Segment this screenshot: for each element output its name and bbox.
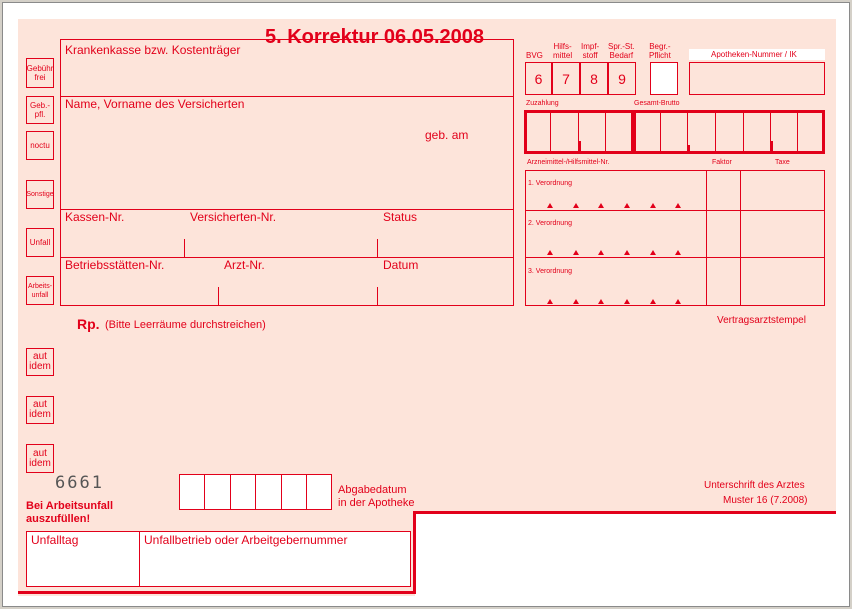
unfalltag-label: Unfalltag: [31, 533, 79, 547]
tear-line-vertical: [413, 511, 416, 594]
arzneimittel-header: Arzneimittel-/Hilfsmittel-Nr.: [527, 159, 610, 166]
vertragsarztstempel-label: Vertragsarztstempel: [717, 315, 806, 326]
betriebsstaetten-nr-label: Betriebsstätten-Nr.: [65, 258, 165, 272]
rp-note: (Bitte Leerräume durchstreichen): [105, 319, 266, 331]
begr-pflicht-box[interactable]: [650, 62, 678, 95]
zuzahlung-label: Zuzahlung: [526, 100, 559, 107]
status-label: Status: [383, 210, 418, 224]
taxe-header: Taxe: [775, 159, 790, 166]
arbeitsunfall-box[interactable]: Arbeits- unfall: [26, 276, 54, 305]
verordnung-table: [525, 170, 825, 306]
bei-arbeitsunfall-note: Bei Arbeitsunfall auszufüllen!: [26, 500, 113, 525]
name-label: Name, Vorname des Versicherten: [65, 97, 245, 111]
tear-line-bottom: [18, 591, 416, 594]
bvg-box[interactable]: 6: [525, 62, 552, 95]
aut-idem-3-box[interactable]: aut idem: [26, 444, 54, 473]
spr-st-bedarf-box[interactable]: 9: [608, 62, 636, 95]
versicherten-nr-label: Versicherten-Nr.: [190, 210, 277, 224]
hilfsmittel-box[interactable]: 7: [552, 62, 580, 95]
arzt-nr-label: Arzt-Nr.: [224, 258, 265, 272]
form-digits: 6661: [55, 473, 104, 493]
abgabedatum-label: Abgabedatum in der Apotheke: [338, 484, 415, 509]
gebuehr-frei-box[interactable]: Gebühr frei: [26, 58, 54, 88]
unfallbetrieb-label: Unfallbetrieb oder Arbeitgebernummer: [144, 533, 348, 547]
correction-title: 5. Korrektur 06.05.2008: [265, 26, 485, 48]
aut-idem-1-box[interactable]: aut idem: [26, 348, 54, 376]
tear-off-area: [415, 513, 836, 596]
noctu-box[interactable]: noctu: [26, 131, 54, 160]
unterschrift-label: Unterschrift des Arztes: [704, 480, 805, 491]
kassen-nr-label: Kassen-Nr.: [65, 210, 125, 224]
faktor-header: Faktor: [712, 159, 732, 166]
verordnung-1-label: 1. Verordnung: [528, 180, 572, 187]
geb-pfl-box[interactable]: Geb.- pfl.: [26, 96, 54, 124]
apotheken-nummer-header: Apotheken-Nummer / IK: [711, 50, 797, 59]
gesamt-brutto-label: Gesamt-Brutto: [634, 100, 680, 107]
datum-label: Datum: [383, 258, 419, 272]
krankenkasse-label: Krankenkasse bzw. Kostenträger: [65, 43, 241, 57]
window-frame: [2, 2, 850, 607]
sonstige-box[interactable]: Sonstige: [26, 180, 54, 209]
verordnung-2-label: 2. Verordnung: [528, 220, 572, 227]
unfall-box[interactable]: Unfall: [26, 228, 54, 257]
impfstoff-header: Impf- stoff: [581, 42, 600, 60]
begr-pflicht-header: Begr.- Pflicht: [649, 42, 671, 60]
geb-am-label: geb. am: [425, 128, 469, 142]
bvg-header: BVG: [526, 51, 543, 60]
tear-line-horizontal: [415, 511, 836, 514]
spr-st-bedarf-header: Spr.-St. Bedarf: [608, 42, 635, 60]
hilfsmittel-header: Hilfs- mittel: [553, 42, 573, 60]
rp-label: Rp.: [77, 316, 100, 332]
muster-label: Muster 16 (7.2008): [723, 495, 808, 506]
impfstoff-box[interactable]: 8: [580, 62, 608, 95]
aut-idem-2-box[interactable]: aut idem: [26, 396, 54, 424]
verordnung-3-label: 3. Verordnung: [528, 268, 572, 275]
apotheken-nummer-box[interactable]: [689, 62, 825, 95]
prescription-form: [18, 19, 836, 596]
